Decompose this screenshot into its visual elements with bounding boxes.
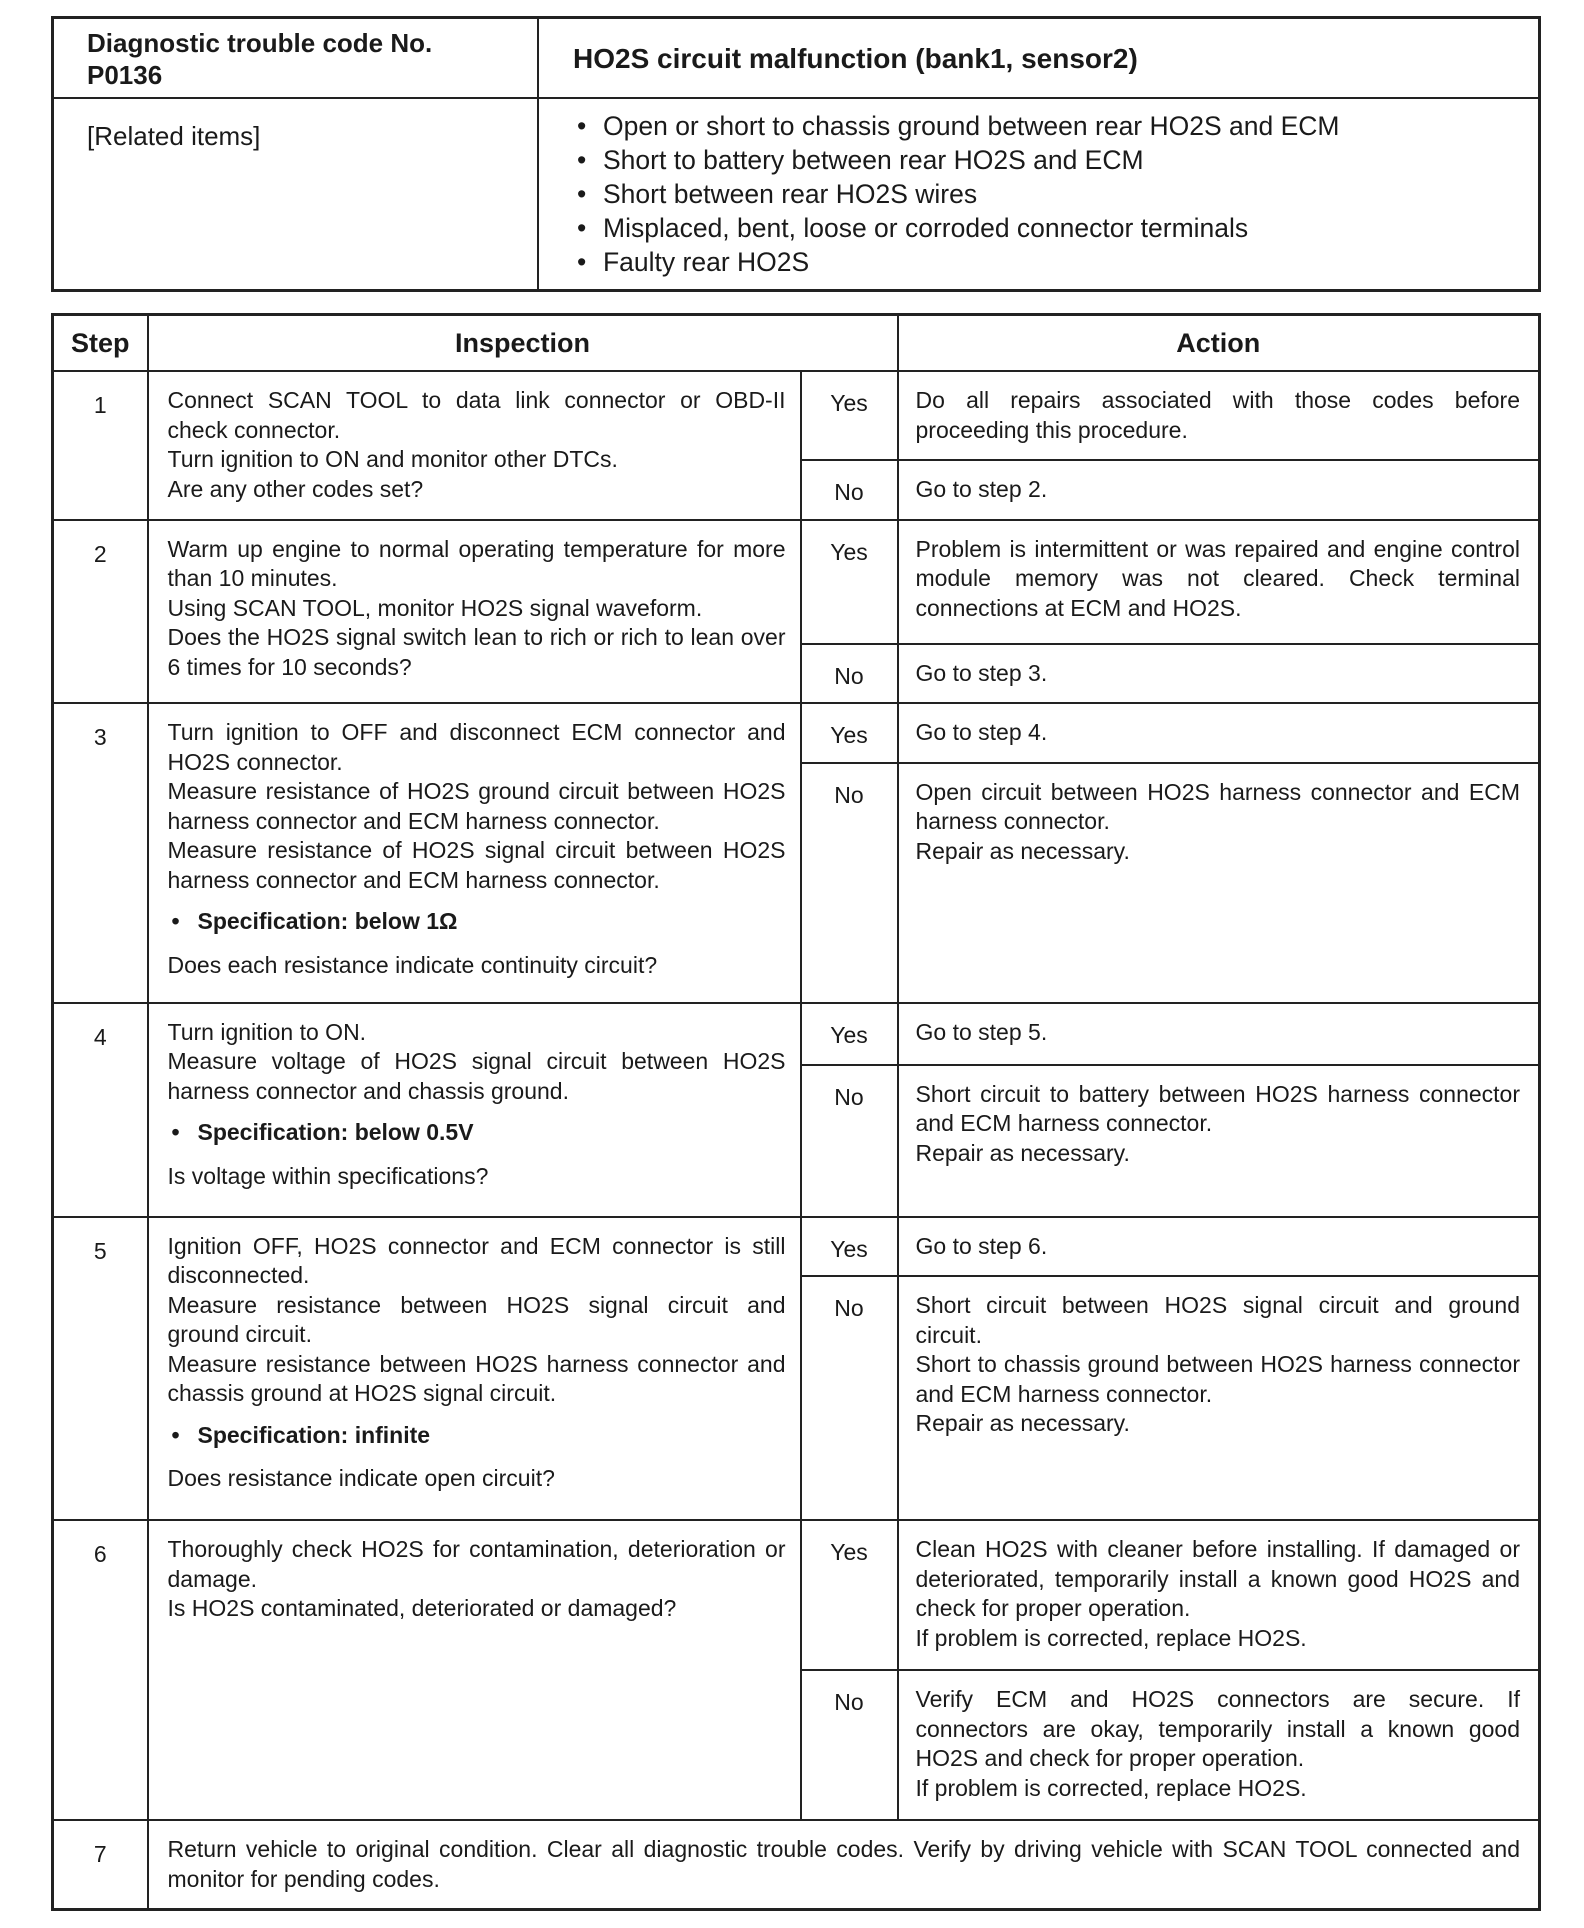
table-row [53,371,1540,460]
no-label: No [801,644,898,704]
no-label: No [801,1670,898,1820]
inspection-text: Using SCAN TOOL, monitor HO2S signal waveform. [167,594,703,621]
inspection-question: Does resistance indicate open circuit? [167,1465,555,1491]
related-item: • Short to battery between rear HO2S and ECM [573,143,1518,177]
inspection-text: Measure resistance between HO2S signal circuit and ground circuit. [167,1291,786,1347]
yes-action [898,703,1540,763]
no-action [898,763,1540,1003]
step-number: 6 [53,1520,148,1820]
table-row [53,703,1540,763]
table-row [53,1217,1540,1277]
action-text: Repair as necessary. [915,837,1130,864]
no-label: No [801,1065,898,1217]
yes-label: Yes [801,1217,898,1277]
action-text: Go to step 3. [915,659,1048,686]
inspection-text: Are any other codes set? [167,475,424,502]
no-label: No [801,763,898,1003]
action-text: Repair as necessary. [915,1410,1130,1436]
related-items-label: [Related items] [87,121,261,151]
dtc-title: HO2S circuit malfunction (bank1, sensor2) [573,43,1138,74]
inspection-text: Connect SCAN TOOL to data link connector or OBD-II check connector. [167,387,786,443]
inspection-text: Measure resistance of HO2S ground circuit between HO2S harness connector and ECM harness connector. [167,778,786,834]
step-number: 7 [53,1820,148,1910]
inspection-text: Turn ignition to ON. [167,1018,367,1045]
col-header-inspection: Inspection [148,315,898,372]
no-action [898,1276,1540,1520]
action-text: Open circuit between HO2S harness connector and ECM harness connector. [915,778,1520,834]
specification: • Specification: below 0.5V [168,1118,786,1148]
specification: • Specification: infinite [168,1421,786,1451]
yes-label: Yes [801,1003,898,1065]
inspection-question: Is voltage within specifications? [167,1162,489,1189]
related-item: • Short between rear HO2S wires [573,177,1518,211]
no-action [898,1670,1540,1820]
table-header-row [53,315,1540,372]
yes-label: Yes [801,1520,898,1670]
no-action [898,644,1540,704]
action-text: Go to step 2. [915,476,1048,502]
action-text: Repair as necessary. [915,1139,1130,1166]
dtc-header-table [51,16,1541,292]
yes-label: Yes [801,371,898,460]
yes-label: Yes [801,520,898,644]
action-text: Go to step 6. [915,1232,1048,1259]
inspection-text: Ignition OFF, HO2S connector and ECM connector is still disconnected. [167,1232,786,1288]
action-text: Go to step 5. [915,1018,1048,1045]
step-number: 1 [53,371,148,520]
action-text: Verify ECM and HO2S connectors are secure. If connectors are okay, temporarily install a known good HO2S and check for proper operation. [915,1686,1520,1771]
related-items-cell [538,98,1540,291]
action-text: If problem is corrected, replace HO2S. [915,1774,1307,1801]
yes-action [898,520,1540,644]
col-header-action: Action [898,315,1540,372]
step-number: 5 [53,1217,148,1521]
related-items-list [573,99,1518,289]
dtc-code-label: Diagnostic trouble code No. P0136 [87,28,433,90]
no-action [898,460,1540,520]
action-text: Short circuit to battery between HO2S harness connector and ECM harness connector. [915,1080,1520,1136]
inspection-text: Turn ignition to ON and monitor other DTCs. [167,446,618,472]
related-item: • Misplaced, bent, loose or corroded connector terminals [573,211,1518,245]
table-row [53,1820,1540,1910]
inspection-text: Is HO2S contaminated, deteriorated or damaged? [167,1595,677,1621]
col-header-step: Step [53,315,148,372]
final-step-text: Return vehicle to original condition. Clear all diagnostic trouble codes. Verify by driving vehicle with SCAN TOOL connected and monitor for pending codes. [148,1820,1540,1910]
yes-label: Yes [801,703,898,763]
no-label: No [801,460,898,520]
table-row [53,1520,1540,1670]
action-text: Problem is intermittent or was repaired and engine control module memory was not cleared. Check terminal connections at ECM and HO2S. [915,535,1520,621]
no-action [898,1065,1540,1217]
related-label-cell [53,98,539,291]
inspection-cell [148,371,801,520]
inspection-cell [148,520,801,704]
yes-action [898,1003,1540,1065]
inspection-cell [148,703,801,1003]
step-number: 2 [53,520,148,704]
inspection-cell [148,1217,801,1521]
inspection-text: Measure voltage of HO2S signal circuit between HO2S harness connector and chassis ground. [167,1048,786,1104]
inspection-text: Measure resistance of HO2S signal circuit between HO2S harness connector and ECM harness connector. [167,837,786,893]
no-label: No [801,1276,898,1520]
action-text: Do all repairs associated with those codes before proceeding this procedure. [915,387,1520,443]
action-text: Clean HO2S with cleaner before installing. If damaged or deteriorated, temporarily install a known good HO2S and check for proper operation. [915,1536,1520,1621]
inspection-text: Thoroughly check HO2S for contamination, deterioration or damage. [167,1536,786,1592]
table-row [53,520,1540,644]
inspection-text: Turn ignition to OFF and disconnect ECM connector and HO2S connector. [167,719,786,775]
action-text: Short to chassis ground between HO2S harness connector and ECM harness connector. [915,1351,1520,1407]
step-number: 3 [53,703,148,1003]
inspection-cell [148,1003,801,1217]
dtc-title-cell [538,18,1540,99]
step-number: 4 [53,1003,148,1217]
related-item: • Faulty rear HO2S [573,245,1518,279]
inspection-question: Does each resistance indicate continuity circuit? [167,951,658,978]
diagnostic-steps-table [51,313,1541,1911]
action-text: Go to step 4. [915,719,1048,745]
inspection-text: Does the HO2S signal switch lean to rich or rich to lean over 6 times for 10 seconds? [167,624,786,680]
dtc-code-cell [53,18,539,99]
yes-action [898,1520,1540,1670]
inspection-text: Warm up engine to normal operating temperature for more than 10 minutes. [167,535,786,591]
table-row [53,1003,1540,1065]
related-item: • Open or short to chassis ground between rear HO2S and ECM [573,109,1518,143]
yes-action [898,1217,1540,1277]
action-text: Short circuit between HO2S signal circuit and ground circuit. [915,1292,1520,1348]
inspection-text: Measure resistance between HO2S harness connector and chassis ground at HO2S signal circuit. [167,1350,786,1406]
yes-action [898,371,1540,460]
specification: • Specification: below 1Ω [168,907,786,937]
inspection-cell [148,1520,801,1820]
action-text: If problem is corrected, replace HO2S. [915,1624,1307,1651]
